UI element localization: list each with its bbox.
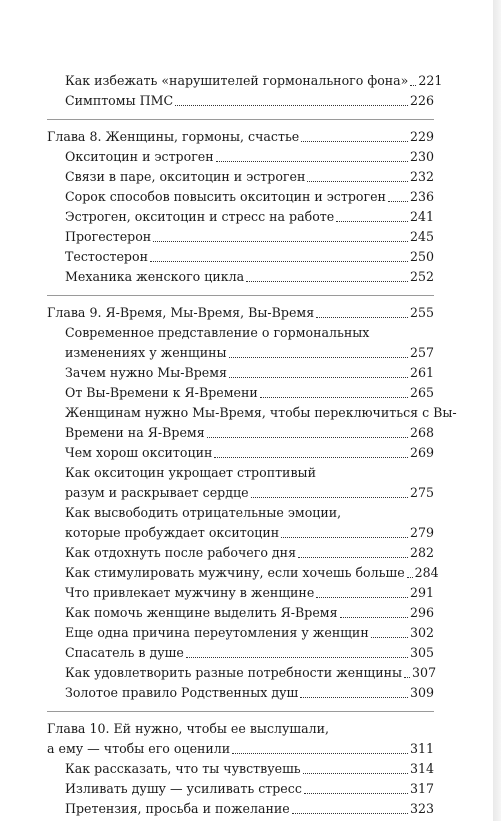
- toc-entry: [47, 779, 434, 799]
- toc-entry: [47, 543, 434, 563]
- chapter-heading-first-line: Глава 10. Ей нужно, чтобы ее выслушали,: [47, 721, 330, 736]
- toc-entry-title: От Вы-Времени к Я-Времени: [65, 385, 258, 400]
- chapter-page: 255: [409, 305, 434, 320]
- toc-entry-page: 245: [409, 229, 434, 244]
- chapter-heading: [47, 303, 434, 323]
- dot-leader: [316, 317, 408, 318]
- toc-entry-title: Спасатель в душе: [65, 645, 184, 660]
- toc-entry-title: Еще одна причина переутомления у женщин: [65, 625, 369, 640]
- dot-leader: [371, 637, 408, 638]
- chapter-title: Глава 8. Женщины, гормоны, счастье: [47, 129, 300, 144]
- toc-entry-page: 302: [409, 625, 434, 640]
- toc-entry-title: Как отдохнуть после рабочего дня: [65, 545, 297, 560]
- toc-entry: [47, 71, 443, 91]
- toc-entry-page: 236: [409, 189, 434, 204]
- toc-entry: [47, 759, 434, 779]
- toc-entry: [47, 683, 434, 703]
- toc-entry-page: 241: [409, 209, 434, 224]
- toc-entry: [47, 247, 434, 267]
- dot-leader: [300, 697, 408, 698]
- dot-leader: [246, 281, 408, 282]
- chapter-heading: [47, 739, 434, 759]
- toc-entry-page: 296: [409, 605, 434, 620]
- toc-entry: [47, 643, 434, 663]
- toc-entry: [47, 523, 434, 543]
- toc-entry: [47, 423, 434, 443]
- toc-entry: [47, 227, 434, 247]
- toc-entry: [47, 91, 434, 111]
- section-divider: [47, 119, 434, 120]
- page-edge-shadow: [493, 0, 501, 821]
- dot-leader: [410, 85, 416, 86]
- toc-entry-title: Что привлекает мужчину в женщине: [65, 585, 315, 600]
- dot-leader: [186, 657, 408, 658]
- toc-entry: [47, 187, 434, 207]
- toc-entry-title: Эстроген, окситоцин и стресс на работе: [65, 209, 335, 224]
- dot-leader: [304, 793, 408, 794]
- toc-entry-title: Чем хорош окситоцин: [65, 445, 213, 460]
- toc-entry-title: Как рассказать, что ты чувствуешь: [65, 761, 301, 776]
- toc-entry: [47, 663, 437, 683]
- dot-leader: [229, 357, 408, 358]
- chapter-title: Глава 9. Я-Время, Мы-Время, Вы-Время: [47, 305, 315, 320]
- toc-entry-title: Тестостерон: [65, 249, 148, 264]
- dot-leader: [260, 397, 408, 398]
- toc-entry-page: 252: [409, 269, 434, 284]
- toc-entry-first-line: Как высвободить отрицательные эмоции,: [65, 505, 342, 520]
- toc-entry-page: 261: [409, 365, 434, 380]
- table-of-contents: [47, 71, 457, 819]
- toc-entry-page: 309: [409, 685, 434, 700]
- chapter-page: 229: [409, 129, 434, 144]
- toc-entry-title: Изливать душу — усиливать стресс: [65, 781, 302, 796]
- toc-entry-title: Сорок способов повысить окситоцин и эстроген: [65, 189, 386, 204]
- toc-entry: [47, 583, 434, 603]
- toc-entry: [47, 603, 434, 623]
- toc-entry-page: 230: [409, 149, 434, 164]
- toc-entry-page: 269: [409, 445, 434, 460]
- dot-leader: [303, 773, 408, 774]
- dot-leader: [404, 677, 410, 678]
- toc-entry: [47, 623, 434, 643]
- toc-entry: [47, 207, 434, 227]
- toc-entry-title: Окситоцин и эстроген: [65, 149, 214, 164]
- toc-entry: [47, 363, 434, 383]
- toc-entry: [47, 167, 434, 187]
- section-divider: [47, 295, 434, 296]
- toc-entry-title: Как избежать «нарушителей гормонального фона»: [65, 73, 409, 88]
- toc-entry: [47, 343, 434, 363]
- toc-entry-first-line: Женщинам нужно Мы-Время, чтобы переключиться с Вы-: [65, 405, 457, 420]
- toc-entry-page: 314: [409, 761, 434, 776]
- dot-leader: [298, 557, 408, 558]
- dot-leader: [153, 241, 408, 242]
- toc-entry-page: 268: [409, 425, 434, 440]
- dot-leader: [316, 597, 408, 598]
- chapter-heading: [47, 127, 434, 147]
- dot-leader: [150, 261, 408, 262]
- toc-entry-title: изменениях у женщины: [65, 345, 227, 360]
- dot-leader: [207, 437, 408, 438]
- toc-entry-title: Как помочь женщине выделить Я-Время: [65, 605, 338, 620]
- toc-entry-page: 232: [409, 169, 434, 184]
- toc-entry-title: Как удовлетворить разные потребности женщины: [65, 665, 403, 680]
- toc-entry-title: Зачем нужно Мы-Время: [65, 365, 227, 380]
- section-divider: [47, 711, 434, 712]
- dot-leader: [175, 105, 408, 106]
- dot-leader: [281, 537, 408, 538]
- toc-entry-title: Золотое правило Родственных душ: [65, 685, 299, 700]
- toc-entry-first-line: Как окситоцин укрощает строптивый: [65, 465, 316, 480]
- dot-leader: [388, 201, 408, 202]
- toc-entry-page: 250: [409, 249, 434, 264]
- dot-leader: [292, 813, 408, 814]
- toc-entry-title: Механика женского цикла: [65, 269, 245, 284]
- toc-entry: [47, 383, 434, 403]
- toc-entry-title: Симптомы ПМС: [65, 93, 174, 108]
- toc-entry-page: 284: [414, 565, 439, 580]
- toc-entry-page: 275: [409, 485, 434, 500]
- toc-entry-page: 307: [412, 665, 437, 680]
- toc-entry-page: 305: [409, 645, 434, 660]
- dot-leader: [214, 457, 408, 458]
- toc-entry-page: 282: [409, 545, 434, 560]
- toc-entry-title: разум и раскрывает сердце: [65, 485, 249, 500]
- toc-entry-title: Связи в паре, окситоцин и эстроген: [65, 169, 306, 184]
- toc-entry-page: 265: [409, 385, 434, 400]
- chapter-title: а ему — чтобы его оценили: [47, 741, 231, 756]
- toc-entry-title: Прогестерон: [65, 229, 152, 244]
- toc-entry-page: 317: [409, 781, 434, 796]
- toc-entry-title: Претензия, просьба и пожелание: [65, 801, 290, 816]
- dot-leader: [232, 753, 408, 754]
- toc-entry: [47, 483, 434, 503]
- toc-entry-page: 291: [409, 585, 434, 600]
- dot-leader: [251, 497, 408, 498]
- toc-entry: [47, 443, 434, 463]
- dot-leader: [301, 141, 408, 142]
- toc-entry-page: 279: [409, 525, 434, 540]
- toc-entry-page: 323: [409, 801, 434, 816]
- toc-entry-title: Как стимулировать мужчину, если хочешь больше: [65, 565, 405, 580]
- toc-entry: [47, 267, 434, 287]
- toc-entry: [47, 799, 434, 819]
- dot-leader: [407, 577, 413, 578]
- dot-leader: [336, 221, 408, 222]
- dot-leader: [216, 161, 408, 162]
- dot-leader: [229, 377, 408, 378]
- toc-entry-title: которые пробуждает окситоцин: [65, 525, 280, 540]
- dot-leader: [340, 617, 408, 618]
- chapter-page: 311: [409, 741, 434, 756]
- toc-entry-page: 226: [409, 93, 434, 108]
- toc-entry: [47, 563, 439, 583]
- toc-entry-title: Времени на Я-Время: [65, 425, 205, 440]
- toc-entry-page: 257: [409, 345, 434, 360]
- toc-entry: [47, 147, 434, 167]
- toc-entry-first-line: Современное представление о гормональных: [65, 325, 370, 340]
- dot-leader: [307, 181, 408, 182]
- toc-entry-page: 221: [418, 73, 443, 88]
